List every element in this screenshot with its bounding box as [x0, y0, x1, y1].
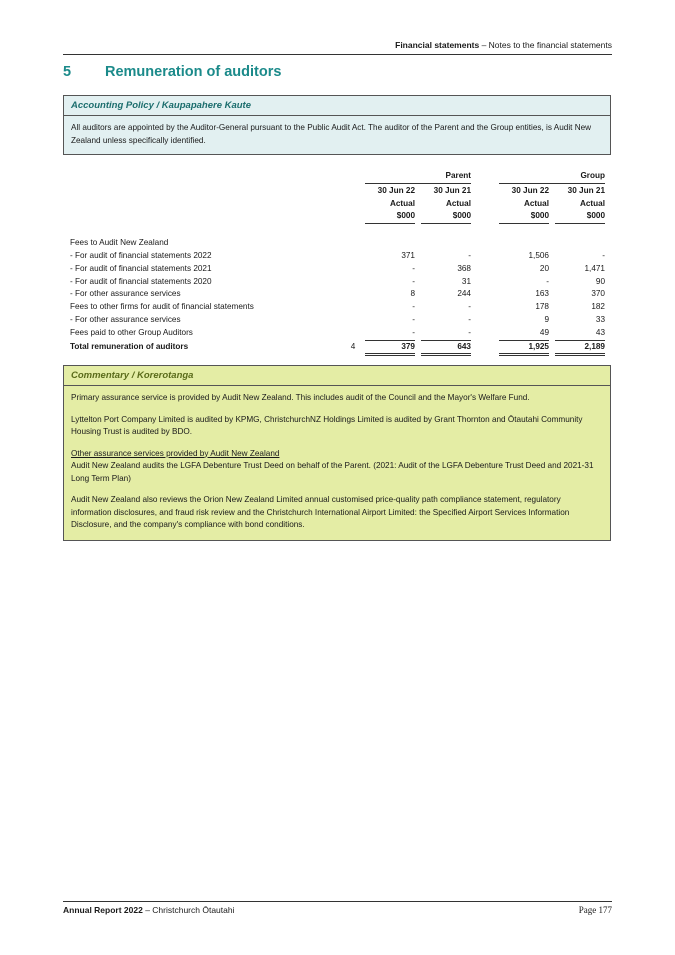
- total-row: [63, 341, 611, 354]
- column-header-actual: Actual: [523, 198, 549, 208]
- cell-value: 31: [461, 276, 471, 286]
- table-row: [63, 263, 611, 276]
- cell-value: -: [546, 276, 549, 286]
- cell-value: -: [602, 250, 605, 260]
- cell-value: -: [412, 276, 415, 286]
- total-value: 379: [401, 341, 415, 351]
- cell-value: 244: [457, 289, 471, 299]
- row-label: - For audit of financial statements 2021: [70, 263, 212, 273]
- running-footer: [63, 905, 612, 915]
- commentary-paragraph: Lyttelton Port Company Limited is audited by KPMG, ChristchurchNZ Holdings Limited is audited by Grant Thornton and Ōtautahi Community Housing Trust is audited by BDO.: [71, 414, 583, 436]
- cell-value: -: [468, 314, 471, 324]
- total-value: 2,189: [584, 341, 605, 351]
- column-header-date: 30 Jun 21: [567, 185, 605, 195]
- cell-value: 370: [591, 289, 605, 299]
- commentary-paragraph: Audit New Zealand audits the LGFA Debenture Trust Deed on behalf of the Parent. (2021: Audit of the LGFA Debenture Trust Deed and 2021-31 Long Term Plan): [71, 461, 594, 483]
- table-row: [63, 288, 611, 301]
- cell-value: -: [468, 327, 471, 337]
- column-header-date: 30 Jun 22: [511, 185, 549, 195]
- row-label: - For audit of financial statements 2020: [70, 276, 212, 286]
- row-label: Fees to other firms for audit of financial statements: [70, 302, 254, 312]
- cell-value: 163: [535, 289, 549, 299]
- cell-value: -: [468, 250, 471, 260]
- total-underline: [365, 353, 415, 354]
- column-header-units: $000: [586, 211, 605, 221]
- footer-organisation: – Christchurch Ōtautahi: [142, 905, 235, 915]
- column-header-units: $000: [530, 211, 549, 221]
- cell-value: 49: [539, 327, 549, 337]
- page-number: Page 177: [578, 905, 612, 915]
- table-row: [63, 301, 611, 314]
- table-row: [63, 276, 611, 289]
- column-header-actual: Actual: [445, 198, 471, 208]
- cell-value: 1,471: [584, 263, 605, 273]
- policy-heading: Accounting Policy / Kaupapahere Kaute: [71, 100, 252, 111]
- commentary-subheading: Other assurance services provided by Audit New Zealand: [71, 448, 280, 458]
- running-header: [63, 40, 612, 54]
- row-label: Fees to Audit New Zealand: [70, 238, 169, 248]
- total-double-underline: [365, 355, 415, 356]
- cell-value: -: [412, 263, 415, 273]
- header-section: Financial statements: [395, 40, 480, 50]
- section-heading: [63, 64, 281, 80]
- commentary-subheading-wrapper: [71, 448, 603, 461]
- total-underline: [555, 353, 605, 354]
- cell-value: -: [468, 302, 471, 312]
- table-header-units: [63, 210, 611, 223]
- header-underline: [365, 223, 415, 224]
- total-underline: [499, 353, 549, 354]
- footer-rule: [63, 901, 612, 902]
- cell-value: 33: [595, 314, 605, 324]
- cell-value: 9: [544, 314, 549, 324]
- total-double-underline: [421, 355, 471, 356]
- cell-value: -: [412, 314, 415, 324]
- column-header-units: $000: [396, 211, 415, 221]
- total-double-underline: [499, 355, 549, 356]
- footer-report-title: Annual Report 2022: [63, 905, 143, 915]
- total-underline: [421, 353, 471, 354]
- row-label: - For audit of financial statements 2022: [70, 250, 212, 260]
- row-label: Fees paid to other Group Auditors: [70, 327, 193, 337]
- cell-value: -: [412, 327, 415, 337]
- group-header-group: Group: [580, 171, 605, 180]
- header-underline: [421, 223, 471, 224]
- header-subsection: – Notes to the financial statements: [479, 40, 612, 50]
- table-row: [63, 237, 611, 250]
- parent-group-rule: [365, 183, 471, 184]
- cell-value: -: [412, 302, 415, 312]
- total-value: 1,925: [528, 341, 549, 351]
- cell-value: 43: [595, 327, 605, 337]
- commentary-box: [63, 365, 611, 541]
- group-group-rule: [499, 183, 605, 184]
- table-row: [63, 327, 611, 340]
- cell-value: 20: [539, 263, 549, 273]
- commentary-paragraph: Audit New Zealand also reviews the Orion New Zealand Limited annual customised price-quality path compliance statement, regulatory information disclosures, and fraud risk review and the Christchurch International Airport Limited: the Specified Airport Services Information Disclosure, and the company's compliance with bond conditions.: [71, 495, 570, 529]
- table-row: [63, 314, 611, 327]
- section-number: 5: [63, 64, 72, 80]
- row-label: - For other assurance services: [70, 289, 181, 299]
- column-header-date: 30 Jun 21: [433, 185, 471, 195]
- commentary-paragraph: Primary assurance service is provided by Audit New Zealand. This includes audit of the Council and the Mayor's Welfare Fund.: [71, 393, 530, 402]
- note-reference: 4: [350, 341, 356, 351]
- table-header-actual: [63, 198, 611, 211]
- commentary-heading: Commentary / Korerotanga: [71, 370, 194, 381]
- cell-value: 8: [410, 289, 415, 299]
- group-header-parent: Parent: [445, 171, 471, 180]
- cell-value: 182: [591, 302, 605, 312]
- row-label: - For other assurance services: [70, 314, 181, 324]
- section-title: Remuneration of auditors: [105, 64, 282, 80]
- cell-value: 178: [535, 302, 549, 312]
- accounting-policy-box: [63, 95, 611, 155]
- policy-divider: [64, 115, 610, 116]
- table-group-header: [63, 170, 611, 183]
- table-row: [63, 250, 611, 263]
- header-underline: [499, 223, 549, 224]
- cell-value: 368: [457, 263, 471, 273]
- column-header-units: $000: [452, 211, 471, 221]
- column-header-date: 30 Jun 22: [377, 185, 415, 195]
- header-rule: [63, 54, 612, 55]
- policy-text: All auditors are appointed by the Auditor-General pursuant to the Public Audit Act. The auditor of the Parent and the Group entities, is Audit New Zealand unless specifically identified.: [71, 123, 592, 145]
- remuneration-table: [63, 170, 611, 353]
- column-header-actual: Actual: [389, 198, 415, 208]
- total-label: Total remuneration of auditors: [70, 341, 189, 351]
- total-double-underline: [555, 355, 605, 356]
- cell-value: 90: [595, 276, 605, 286]
- table-header-dates: [63, 185, 611, 198]
- commentary-divider: [64, 385, 610, 386]
- header-underline: [555, 223, 605, 224]
- total-value: 643: [457, 341, 471, 351]
- column-header-actual: Actual: [579, 198, 605, 208]
- cell-value: 1,506: [528, 250, 549, 260]
- cell-value: 371: [401, 250, 415, 260]
